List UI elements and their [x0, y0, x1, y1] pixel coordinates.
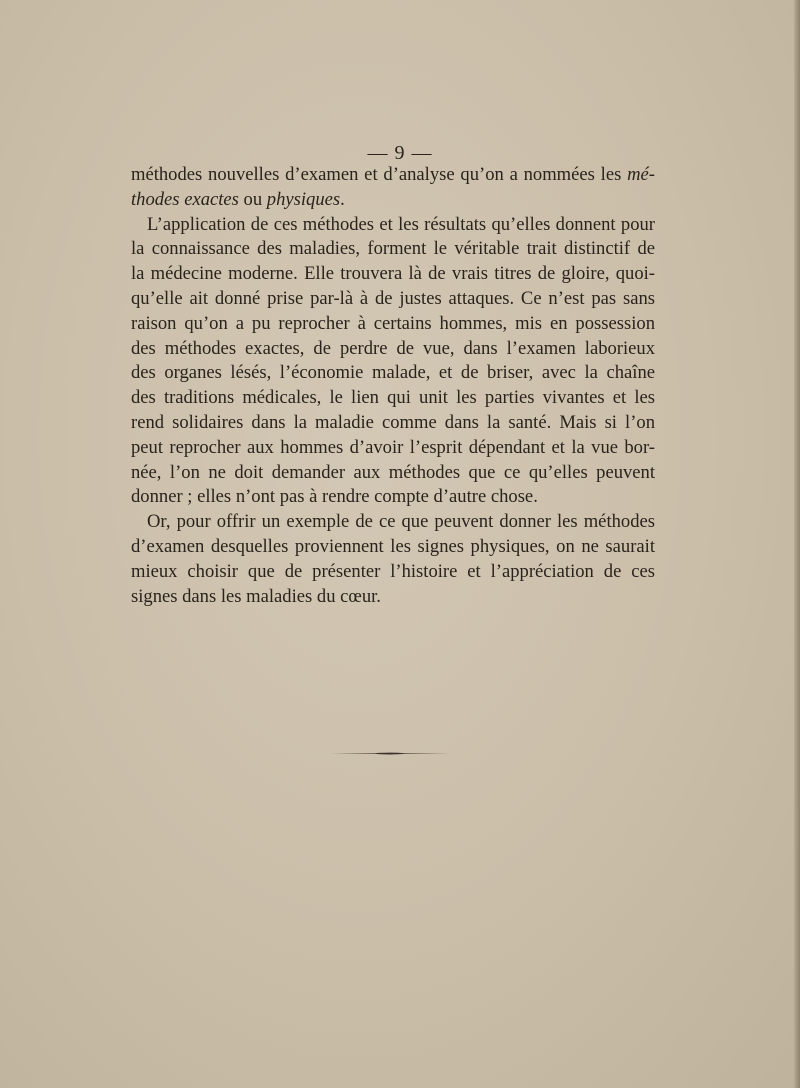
text-line-13: née, l’on ne doit demander aux méthodes que ce qu’elles peuvent: [131, 461, 655, 483]
text-line-11: rend solidaires dans la maladie comme dans la santé. Mais si l’on: [131, 411, 655, 433]
text-line-10: des traditions médicales, le lien qui unit les parties vivantes et les: [131, 387, 655, 409]
text-line-3: L’application de ces méthodes et les résultats qu’elles donnent pour: [147, 213, 655, 235]
body-text: [131, 163, 655, 609]
text-line-8: des méthodes exactes, de perdre de vue, dans l’examen laborieux: [131, 337, 655, 359]
text-line-5: la médecine moderne. Elle trouvera là de vrais titres de gloire, quoi-: [131, 263, 655, 285]
text-line-18: signes dans les maladies du cœur.: [131, 585, 381, 607]
text-line-9: des organes lésés, l’économie malade, et de briser, avec la chaîne: [131, 362, 655, 384]
text-line-12: peut reprocher aux hommes d’avoir l’esprit dépendant et la vue bor-: [131, 436, 655, 458]
text-line-1: méthodes nouvelles d’examen et d’analyse qu’on a nommées les mé-: [131, 164, 655, 185]
text-line-17: mieux choisir que de présenter l’histoire et l’appréciation de ces: [131, 560, 655, 582]
page-number: — 9 —: [367, 142, 433, 164]
text-line-7: raison qu’on a pu reprocher à certains hommes, mis en possession: [131, 312, 655, 334]
text-line-16: d’examen desquelles proviennent les signes physiques, on ne saurait: [131, 535, 655, 557]
text-line-14: donner ; elles n’ont pas à rendre compte d’autre chose.: [131, 486, 538, 508]
text-line-2: thodes exactes ou physiques.: [131, 188, 345, 210]
text-line-4: la connaissance des maladies, forment le véritable trait distinctif de: [131, 238, 655, 260]
text-line-15: Or, pour offrir un exemple de ce que peuvent donner les méthodes: [147, 511, 655, 533]
decorative-rule: [330, 752, 450, 755]
text-line-6: qu’elle ait donné prise par-là à de justes attaques. Ce n’est pas sans: [131, 287, 655, 309]
